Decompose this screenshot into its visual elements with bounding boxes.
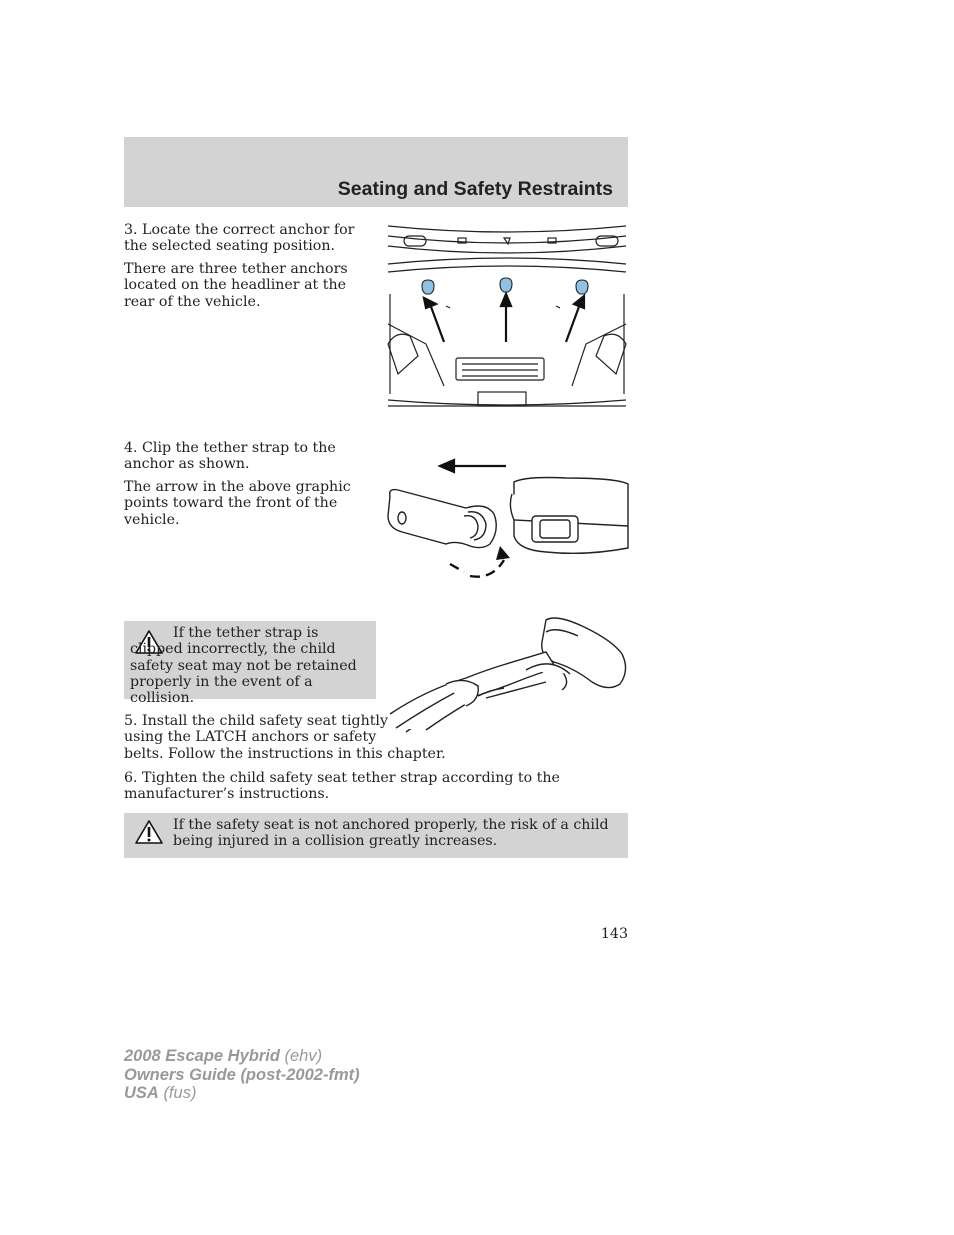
step-5-line-2: using the LATCH anchors or safety (124, 729, 377, 745)
page-number: 143 (600, 926, 628, 942)
clip-tether-illustration (386, 456, 628, 586)
footer-guide: Owners Guide (post-2002-fmt) (124, 1065, 360, 1084)
warning-triangle-icon (134, 819, 164, 845)
step-3-note: There are three tether anchors located on the headliner at the rear of the vehicle. (124, 261, 348, 310)
section-header-band (124, 137, 628, 207)
step-5-line-3: belts. Follow the instructions in this chapter. (124, 746, 446, 762)
footer-market-code: (fus) (163, 1084, 197, 1102)
warning-text-tether: If the tether strap is clipped incorrectly, the child safety seat may not be retained properly in the event of a collision. (130, 625, 357, 707)
document-footer (124, 1047, 360, 1103)
warning-box-tether (124, 621, 376, 707)
step-4-text: 4. Clip the tether strap to the anchor as shown. (124, 440, 336, 473)
footer-model-code: (ehv) (284, 1047, 323, 1065)
warning-text-anchoring: If the safety seat is not anchored properly, the risk of a child being injured in a collision greatly increases. (173, 817, 609, 850)
headliner-anchors-illustration (386, 224, 628, 410)
section-title: Seating and Safety Restraints (337, 178, 613, 200)
step-6-text: 6. Tighten the child safety seat tether strap according to the manufacturer’s instructions. (124, 770, 560, 803)
step-4-note: The arrow in the above graphic points toward the front of the vehicle. (124, 479, 351, 528)
warning-box-anchoring (124, 813, 628, 858)
footer-model: 2008 Escape Hybrid (124, 1047, 280, 1065)
step-5-line-1: 5. Install the child safety seat tightly (124, 713, 388, 729)
footer-market: USA (124, 1084, 159, 1102)
step-3-text: 3. Locate the correct anchor for the selected seating position. (124, 222, 355, 255)
